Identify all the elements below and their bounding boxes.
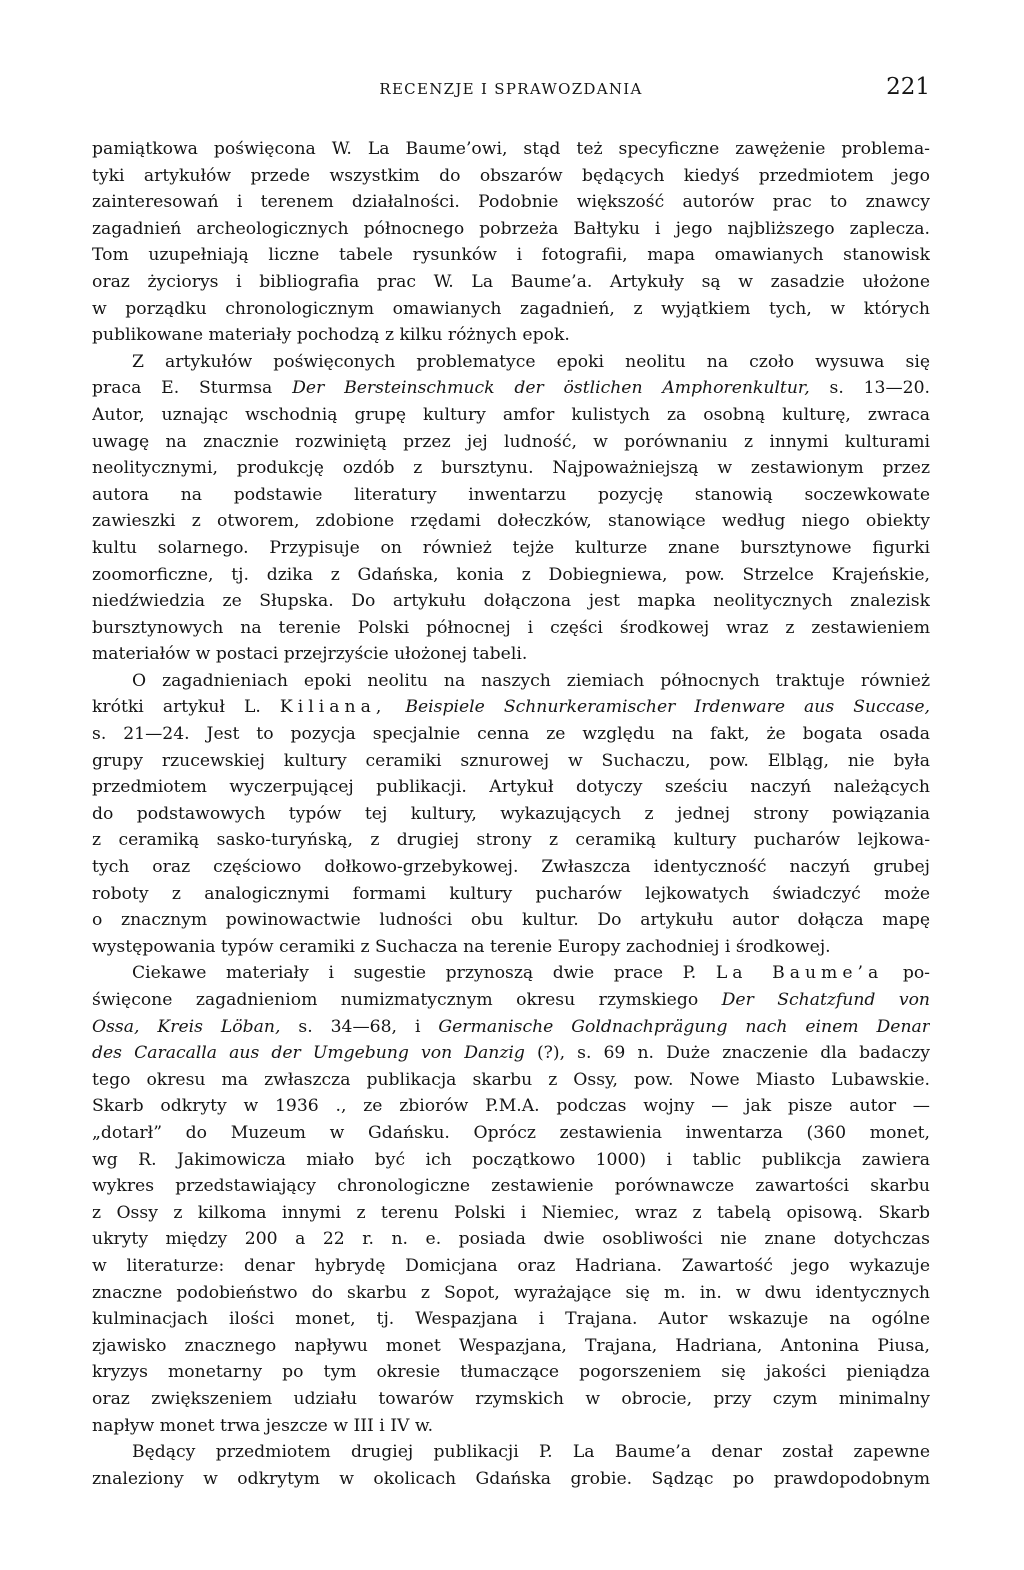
text-run: kryzys monetarny po tym okresie tłumaczące pogorszeniem się jakości pieniądza xyxy=(92,1362,930,1383)
text-run: znaczne podobieństwo do skarbu z Sopot, wyrażające się m. in. w dwu identycznych xyxy=(92,1282,930,1303)
text-run: znaleziony w odkrytym w okolicach Gdańska grobie. Sądząc po prawdopodobnym xyxy=(92,1468,930,1489)
text-line xyxy=(92,296,930,323)
text-line xyxy=(92,136,930,163)
text-line xyxy=(92,1200,930,1227)
text-line xyxy=(92,1040,930,1067)
text-run: zainteresowań i terenem działalności. Podobnie większość autorów prac to znawcy xyxy=(92,192,930,213)
text-run: Tom uzupełniają liczne tabele rysunków i fotografii, mapa omawianych stanowisk xyxy=(92,245,930,266)
text-line xyxy=(92,1226,930,1253)
text-run: o znacznym powinowactwie ludności obu kultur. Do artykułu autor dołącza mapę xyxy=(92,910,930,931)
text-run: święcone zagadnieniom numizmatycznym okresu rzymskiego xyxy=(92,990,722,1010)
text-run: bursztynowych na terenie Polski północnej i części środkowej wraz z zestawieniem xyxy=(92,617,930,638)
text-run: zawieszki z otworem, zdobione rzędami dołeczków, stanowiące według niego obiekty xyxy=(92,511,930,532)
text-line xyxy=(92,774,930,801)
italic-title: des Caracalla aus der Umgebung von Danzig xyxy=(92,1043,525,1064)
text-run: s. 21—24. Jest to pozycja specjalnie cenna ze względu na fakt, że bogata osada xyxy=(92,724,930,745)
text-line xyxy=(92,1280,930,1307)
text-line xyxy=(92,242,930,269)
text-line xyxy=(92,748,930,775)
text-line xyxy=(92,482,930,509)
text-line xyxy=(92,881,930,908)
text-line xyxy=(92,429,930,456)
italic-title: Ossa, Kreis Löban, xyxy=(92,1016,281,1037)
text-run: zoomorficzne, tj. dzika z Gdańska, konia z Dobiegniewa, pow. Strzelce Krajeńskie, xyxy=(92,564,930,585)
text-line xyxy=(92,827,930,854)
text-line xyxy=(92,322,930,349)
text-run: tego okresu ma zwłaszcza publikacja skarbu z Ossy, pow. Nowe Miasto Lubawskie. xyxy=(92,1069,930,1090)
text-line xyxy=(92,641,930,668)
text-line xyxy=(92,269,930,296)
text-line xyxy=(92,668,930,695)
text-line xyxy=(92,535,930,562)
text-run: tych oraz częściowo dołkowo-grzebykowej. Zwłaszcza identyczność naczyń grubej xyxy=(92,857,930,878)
page-number: 221 xyxy=(886,74,930,100)
text-run: (?), s. 69 n. Duże znaczenie dla badaczy xyxy=(524,1043,930,1064)
text-run: „dotarł” do Muzeum w Gdańsku. Oprócz zestawienia inwentarza (360 monet, xyxy=(92,1122,930,1143)
text-line xyxy=(92,1466,930,1493)
text-line xyxy=(92,1120,930,1147)
running-head: RECENZJE I SPRAWOZDANIA xyxy=(379,80,643,98)
text-line xyxy=(92,588,930,615)
text-line xyxy=(92,1359,930,1386)
text-run: krótki artykuł L. xyxy=(92,697,280,718)
italic-title: Germanische Goldnachprägung nach einem Denar xyxy=(438,1016,930,1037)
text-line xyxy=(92,694,930,721)
text-run: praca E. Sturmsa xyxy=(92,378,293,399)
text-run: neolitycznymi, produkcję ozdób z bursztynu. Najpoważniejszą w zestawionym przez xyxy=(92,458,930,479)
text-run: zagadnień archeologicznych północnego pobrzeża Bałtyku i jego najbliższego zaplecza. xyxy=(92,218,930,239)
text-line xyxy=(92,402,930,429)
text-run: tyki artykułów przede wszystkim do obszarów będących kiedyś przedmiotem jego xyxy=(92,165,930,186)
text-line xyxy=(92,562,930,589)
text-line xyxy=(92,1386,930,1413)
text-run: s. 13—20. xyxy=(809,378,930,399)
text-run: w literaturze: denar hybrydę Domicjana oraz Hadriana. Zawartość jego wykazuje xyxy=(92,1255,930,1276)
text-line xyxy=(92,1413,930,1440)
text-run: uwagę na znacznie rozwiniętą przez jej ludność, w porównaniu z innymi kulturami xyxy=(92,431,930,452)
text-line xyxy=(92,455,930,482)
body-text xyxy=(92,136,930,1492)
text-run: O zagadnieniach epoki neolitu na naszych ziemiach północnych traktuje również xyxy=(132,670,930,691)
text-line xyxy=(92,854,930,881)
text-line xyxy=(92,1147,930,1174)
text-run: Z artykułów poświęconych problematyce epoki neolitu na czoło wysuwa się xyxy=(132,351,930,372)
text-run: z ceramiką sasko-turyńską, z drugiej strony z ceramiką kultury pucharów lejkowa- xyxy=(92,830,930,851)
text-line xyxy=(92,987,930,1014)
text-line xyxy=(92,1173,930,1200)
text-run: Autor, uznając wschodnią grupę kultury amfor kulistych za osobną kulturę, zwraca xyxy=(92,404,930,425)
text-run: niedźwiedzia ze Słupska. Do artykułu dołączona jest mapka neolitycznych znalezisk xyxy=(92,591,930,612)
text-run: materiałów w postaci przejrzyście ułożonej tabeli. xyxy=(92,644,528,665)
text-line xyxy=(92,1014,930,1041)
text-line xyxy=(92,1093,930,1120)
text-run: s. 34—68, i xyxy=(280,1016,439,1037)
text-run: publikowane materiały pochodzą z kilku różnych epok. xyxy=(92,325,570,346)
italic-title: Der Schatzfund von xyxy=(721,990,930,1010)
text-run: przedmiotem wyczerpującej publikacji. Artykuł dotyczy sześciu naczyń należących xyxy=(92,777,930,798)
italic-title: Der Bersteinschmuck der östlichen Amphorenkultur, xyxy=(292,378,810,399)
text-run: kulminacjach ilości monet, tj. Wespazjana i Trajana. Autor wskazuje na ogólne xyxy=(92,1309,930,1330)
text-run: po- xyxy=(883,963,930,984)
text-line xyxy=(92,508,930,535)
text-line xyxy=(92,1439,930,1466)
spaced-name: Kiliana, xyxy=(279,697,387,718)
page-header xyxy=(92,74,930,106)
text-run: oraz zwiększeniem udziału towarów rzymskich w obrocie, przy czym minimalny xyxy=(92,1388,930,1409)
text-run: zjawisko znacznego napływu monet Wespazjana, Trajana, Hadriana, Antonina Piusa, xyxy=(92,1335,930,1356)
text-line xyxy=(92,375,930,402)
text-line xyxy=(92,615,930,642)
spaced-name: La Baume’a xyxy=(715,963,884,984)
text-line xyxy=(92,1306,930,1333)
text-run: występowania typów ceramiki z Suchacza na terenie Europy zachodniej i środkowej. xyxy=(92,936,831,957)
text-line xyxy=(92,721,930,748)
text-line xyxy=(92,1253,930,1280)
text-run: z Ossy z kilkoma innymi z terenu Polski i Niemiec, wraz z tabelą opisową. Skarb xyxy=(92,1202,930,1223)
text-run: Ciekawe materiały i sugestie przynoszą dwie prace P. xyxy=(132,963,716,984)
text-run: autora na podstawie literatury inwentarzu pozycję stanowią soczewkowate xyxy=(92,484,930,505)
text-run: Będący przedmiotem drugiej publikacji P. La Baume’a denar został zapewne xyxy=(132,1442,930,1463)
text-run: oraz życiorys i bibliografia prac W. La Baume’a. Artykuły są w zasadzie ułożone xyxy=(92,271,930,292)
text-line xyxy=(92,934,930,961)
text-run: do podstawowych typów tej kultury, wykazujących z jednej strony powiązania xyxy=(92,803,930,824)
text-run: wg R. Jakimowicza miało być ich początkowo 1000) i tablic publikcja zawiera xyxy=(92,1149,930,1170)
text-run: wykres przedstawiający chronologiczne zestawienie porównawcze zawartości skarbu xyxy=(92,1176,930,1197)
text-run: napływ monet trwa jeszcze w III i IV w. xyxy=(92,1415,434,1436)
text-run: Skarb odkryty w 1936 ., ze zbiorów P.M.A. podczas wojny — jak pisze autor — xyxy=(92,1096,930,1117)
text-line xyxy=(92,216,930,243)
text-run: pamiątkowa poświęcona W. La Baume’owi, stąd też specyficzne zawężenie problema- xyxy=(92,139,930,159)
text-line xyxy=(92,960,930,987)
text-run: kultu solarnego. Przypisuje on również tejże kulturze znane bursztynowe figurki xyxy=(92,537,930,558)
text-run: roboty z analogicznymi formami kultury pucharów lejkowatych świadczyć może xyxy=(92,883,930,904)
text-run: grupy rzucewskiej kultury ceramiki sznurowej w Suchaczu, pow. Elbląg, nie była xyxy=(92,750,930,771)
text-run: w porządku chronologicznym omawianych zagadnień, z wyjątkiem tych, w których xyxy=(92,298,930,319)
text-line xyxy=(92,163,930,190)
text-run xyxy=(386,697,405,717)
text-line xyxy=(92,349,930,376)
text-line xyxy=(92,1333,930,1360)
italic-title: Beispiele Schnurkeramischer Irdenware aus Succase, xyxy=(405,697,930,718)
text-line xyxy=(92,801,930,828)
text-line xyxy=(92,189,930,216)
text-line xyxy=(92,1067,930,1094)
text-line xyxy=(92,907,930,934)
text-run: ukryty między 200 a 22 r. n. e. posiada dwie osobliwości nie znane dotychczas xyxy=(92,1229,930,1250)
